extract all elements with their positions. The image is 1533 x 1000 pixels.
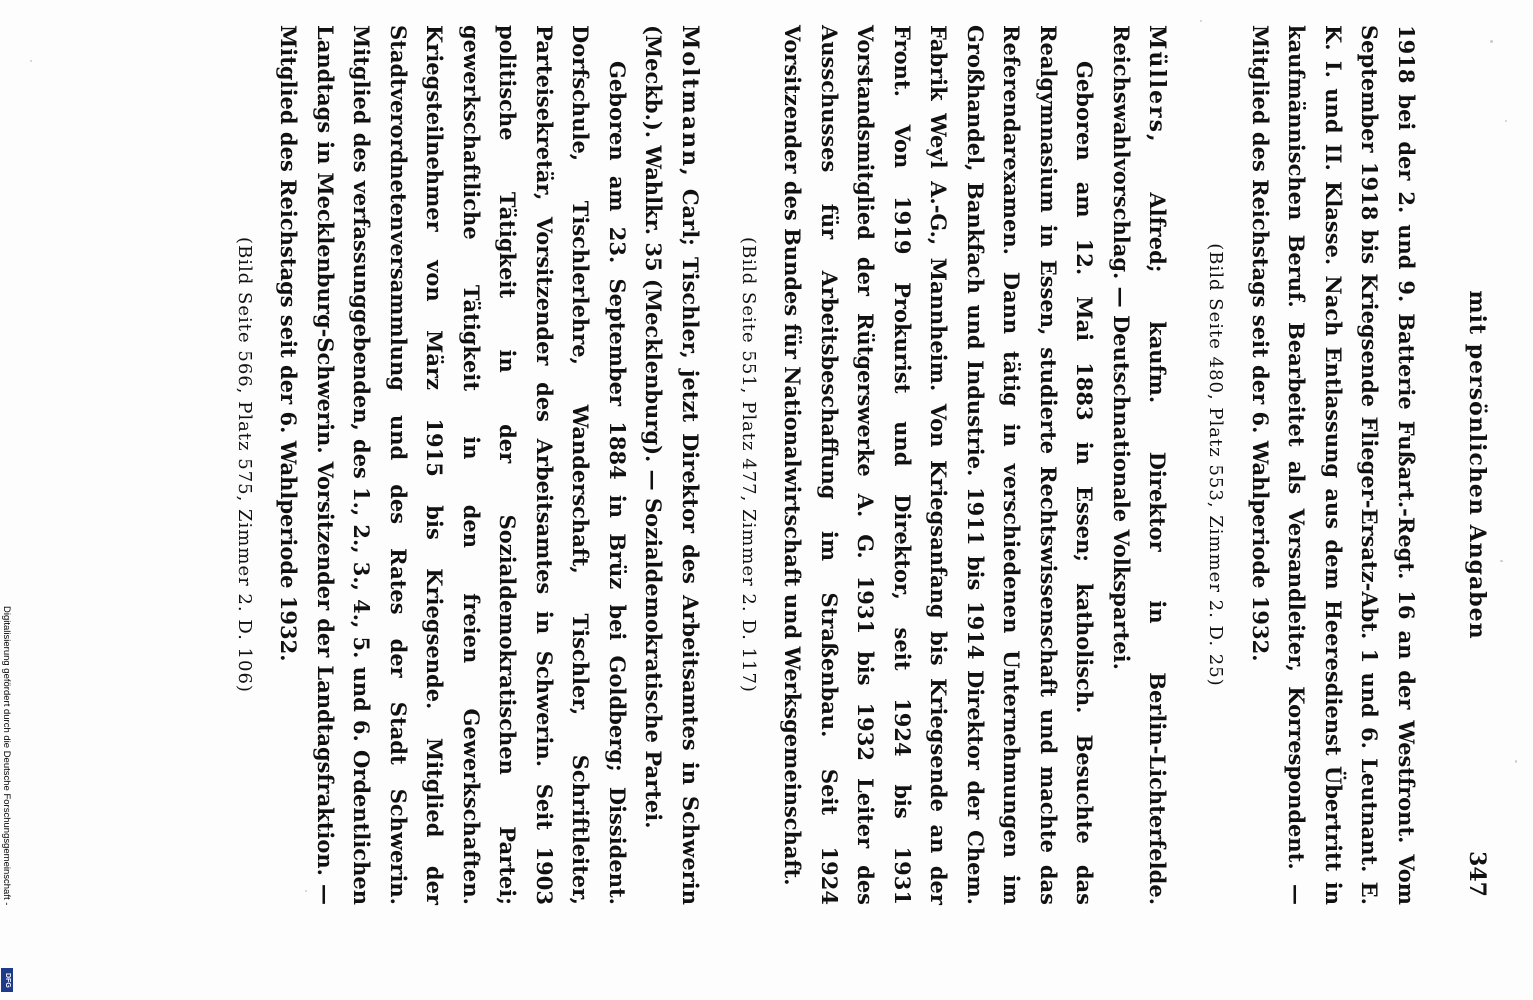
running-head: mit persönlichen Angaben xyxy=(1464,290,1490,640)
seat-reference: (Bild Seite 551, Platz 477, Zimmer 2. D. 117) xyxy=(738,237,759,693)
entry-heading xyxy=(635,25,708,905)
scan-speck xyxy=(1490,40,1493,43)
scan-speck xyxy=(1515,760,1517,763)
member-intro: Alfred; kaufm. Direktor in Berlin-Lichterfelde. Reichswahlvorschlag. — Deutschnationale Volkspartei. xyxy=(1109,25,1171,905)
scan-speck xyxy=(1500,560,1503,562)
member-intro: Carl; Tischler, jetzt Direktor des Arbeitsamtes in Schwerin (Meckb.). Wahlkr. 35 (Mecklenburg). — Sozialdemokratische Partei. xyxy=(641,25,703,906)
entry-heading xyxy=(1103,25,1176,905)
text-column xyxy=(204,25,1424,905)
digitization-credit xyxy=(0,606,14,996)
scan-speck xyxy=(30,60,32,62)
dfg-logo-icon: DFG xyxy=(1,968,13,992)
member-biography: Geboren am 12. Mai 1883 in Essen; katholisch. Besuchte das Realgymnasium in Essen, studierte Rechtswissenschaft und machte das Referendarexamen. Dann tätig in verschiedenen Unternehmungen im Großhandel, Bankfach und Industrie. 1911 bis 1914 Direktor der Chem. Fabrik Weyl A.-G., Mannheim. Von Kriegsanfang bis Kriegsende an der Front. Von 1919 Prokurist und Direktor, seit 1924 bis 1931 Vorstandsmitglied der Rütgerswerke A. G. 1931 bis 1932 Leiter des Ausschusses für Arbeitsbeschaffung im Straßenbau. Seit 1924 Vorsitzender des Bundes für Nationalwirtschaft und Werksgemeinschaft. xyxy=(780,25,1098,905)
scan-speck xyxy=(1200,20,1202,22)
seat-reference: (Bild Seite 566, Platz 575, Zimmer 2. D. 106) xyxy=(234,237,255,693)
entry-continuation: 1918 bei der 2. und 9. Batterie Fußart.-Regt. 16 an der Westfront. Vom September 1918 bis Kriegsende Flieger-Ersatz-Abt. 1 und 6. Leutnant. E. K. I. und II. Klasse. Nach Entlassung aus dem Heeresdienst Übertritt in kaufmännischen Beruf. Bearbeitet als Versandleiter, Korrespondent. — Mitglied des Reichstags seit der 6. Wahlperiode 1932. xyxy=(1248,25,1419,905)
member-name: Moltmann, xyxy=(677,25,703,178)
page-number: 347 xyxy=(1464,851,1490,897)
seat-reference: (Bild Seite 480, Platz 553, Zimmer 2. D. 25) xyxy=(1205,243,1227,687)
member-name: Müllers, xyxy=(1144,25,1171,144)
scan-speck xyxy=(1505,120,1507,122)
member-biography: Geboren am 23. September 1884 in Brüz bei Goldberg; Dissident. Dorfschule, Tischlerlehre, Wanderschaft, Tischler, Schriftleiter, Parteisekretär, Vorsitzender des Arbeitsamtes in Schwerin. Seit 1903 politische Tätigkeit in der Sozialdemokratischen Partei; gewerkschaftliche Tätigkeit in den freien Gewerkschaften. Kriegsteilnehmer von März 1915 bis Kriegsende. Mitglied der Stadtverordnetenversammlung und des Rates der Stadt Schwerin. Mitglied des verfassunggebenden, des 1., 2., 3., 4., 5. und 6. Ordentlichen Landtags in Mecklenburg-Schwerin. Vorsitzender der Landtagsfraktion. — Mitglied des Reichstags seit der 6. Wahlperiode 1932. xyxy=(276,25,630,905)
page-header xyxy=(1450,25,1490,905)
rotated-text-block xyxy=(70,25,1490,905)
credit-text: Digitalisierung gefördert durch die Deutsche Forschungsgemeinschaft - xyxy=(1,606,12,906)
